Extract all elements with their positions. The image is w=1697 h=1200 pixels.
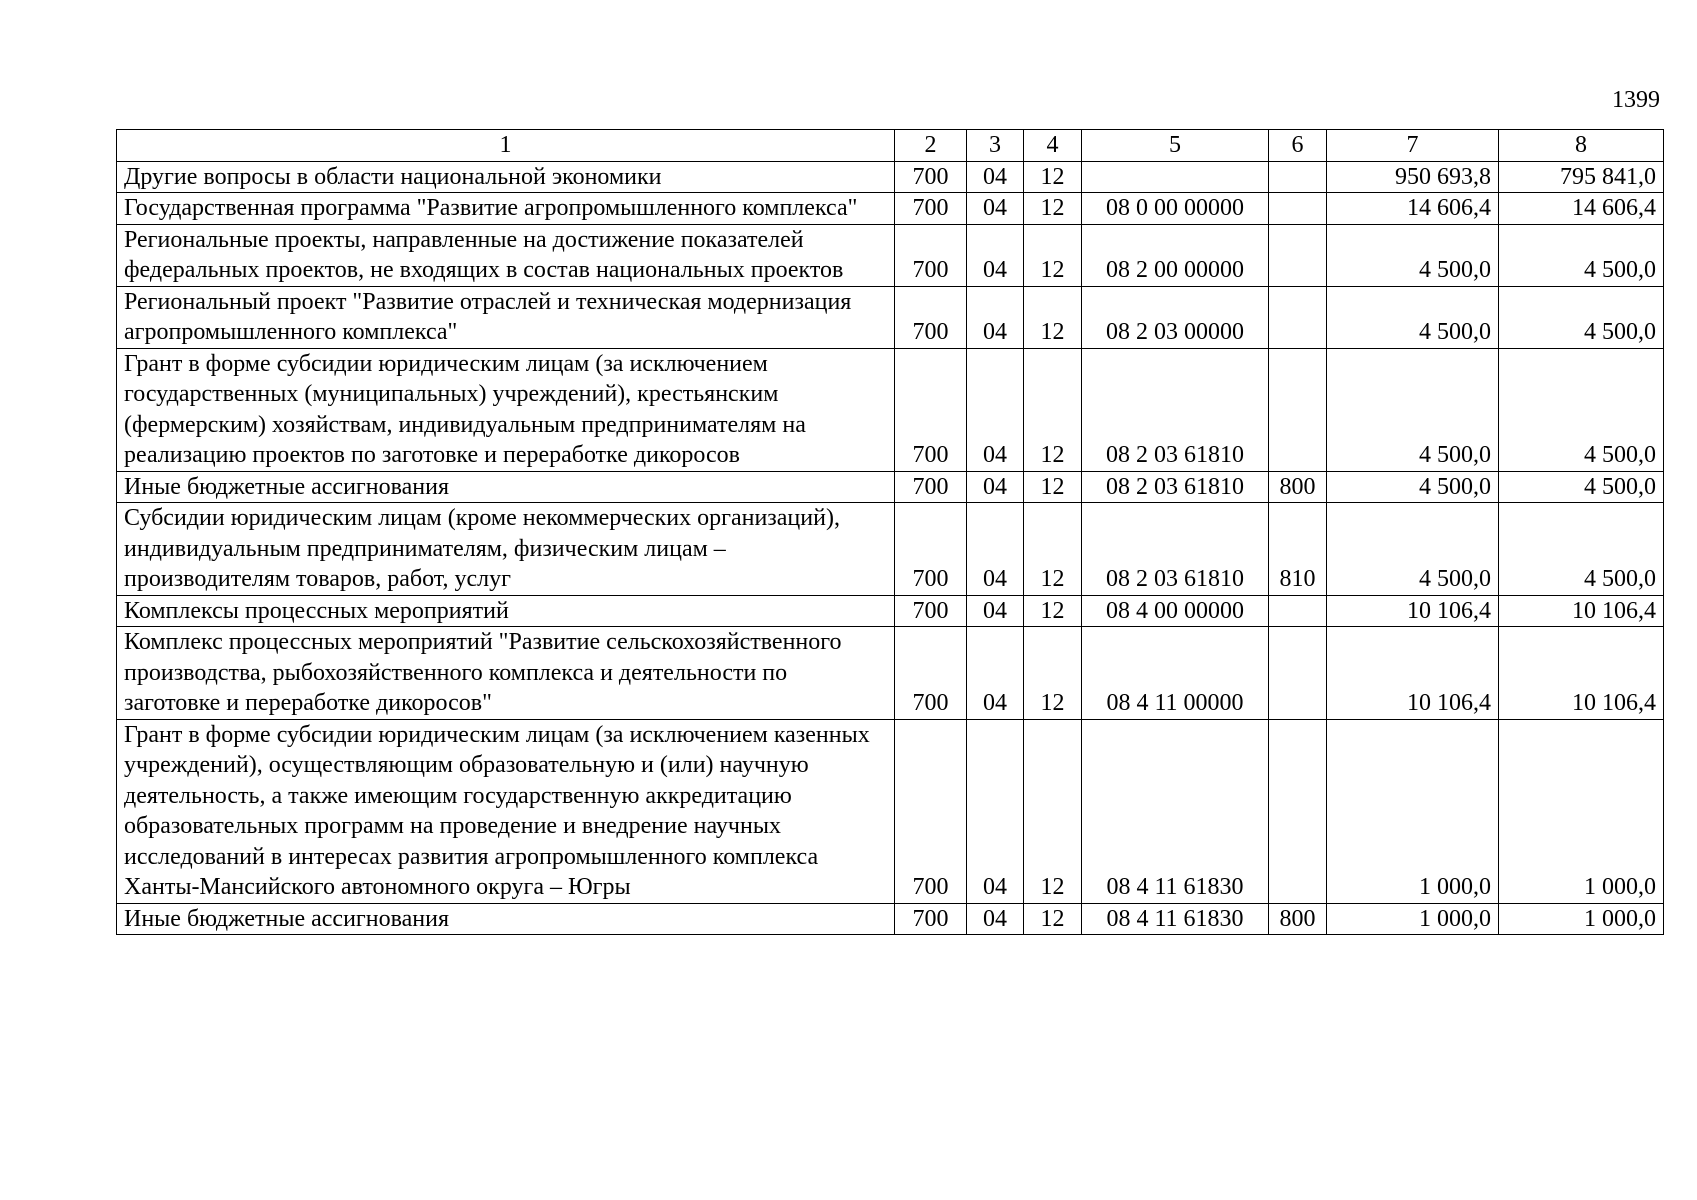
row-code-4: 12 <box>1024 224 1082 286</box>
table-row <box>117 719 1664 903</box>
row-name: Комплекс процессных мероприятий "Развитие сельскохозяйственного производства, рыбохозяйственного комплекса и деятельности по заготовке и переработке дикоросов" <box>117 627 895 720</box>
row-code-3: 04 <box>967 627 1024 720</box>
row-code-4: 12 <box>1024 503 1082 596</box>
row-value-8: 4 500,0 <box>1499 224 1664 286</box>
row-code-5: 08 2 00 00000 <box>1082 224 1269 286</box>
row-code-3: 04 <box>967 471 1024 503</box>
row-code-4: 12 <box>1024 161 1082 193</box>
row-code-2: 700 <box>895 595 967 627</box>
row-code-6 <box>1269 348 1327 471</box>
row-name: Иные бюджетные ассигнования <box>117 471 895 503</box>
row-code-3: 04 <box>967 719 1024 903</box>
row-code-3: 04 <box>967 348 1024 471</box>
column-header: 3 <box>967 130 1024 162</box>
row-code-4: 12 <box>1024 627 1082 720</box>
row-code-2: 700 <box>895 627 967 720</box>
row-code-2: 700 <box>895 348 967 471</box>
row-code-5: 08 0 00 00000 <box>1082 193 1269 225</box>
row-code-6 <box>1269 193 1327 225</box>
row-name: Региональный проект "Развитие отраслей и техническая модернизация агропромышленного комплекса" <box>117 286 895 348</box>
row-code-5: 08 4 00 00000 <box>1082 595 1269 627</box>
row-code-2: 700 <box>895 503 967 596</box>
table-row <box>117 595 1664 627</box>
page-number: 1399 <box>1612 87 1660 113</box>
row-code-6 <box>1269 627 1327 720</box>
row-value-7: 14 606,4 <box>1327 193 1499 225</box>
row-value-8: 4 500,0 <box>1499 471 1664 503</box>
row-value-8: 14 606,4 <box>1499 193 1664 225</box>
row-name: Другие вопросы в области национальной экономики <box>117 161 895 193</box>
column-header: 1 <box>117 130 895 162</box>
row-value-7: 4 500,0 <box>1327 286 1499 348</box>
row-code-3: 04 <box>967 224 1024 286</box>
row-value-8: 4 500,0 <box>1499 503 1664 596</box>
row-code-2: 700 <box>895 903 967 935</box>
row-value-7: 4 500,0 <box>1327 471 1499 503</box>
table-row <box>117 348 1664 471</box>
row-code-3: 04 <box>967 503 1024 596</box>
column-header: 2 <box>895 130 967 162</box>
row-code-2: 700 <box>895 286 967 348</box>
column-header: 8 <box>1499 130 1664 162</box>
row-code-2: 700 <box>895 224 967 286</box>
row-code-5: 08 2 03 61810 <box>1082 348 1269 471</box>
table-row <box>117 224 1664 286</box>
row-code-3: 04 <box>967 193 1024 225</box>
row-value-8: 10 106,4 <box>1499 595 1664 627</box>
row-name: Грант в форме субсидии юридическим лицам (за исключением казенных учреждений), осуществляющим образовательную и (или) научную деятельность, а также имеющим государственную аккредитацию образовательных программ на проведение и внедрение научных исследований в интересах развития агропромышленного комплекса Ханты-Мансийского автономного округа – Югры <box>117 719 895 903</box>
row-code-3: 04 <box>967 903 1024 935</box>
column-header: 5 <box>1082 130 1269 162</box>
row-code-5: 08 4 11 00000 <box>1082 627 1269 720</box>
row-code-4: 12 <box>1024 348 1082 471</box>
row-code-2: 700 <box>895 471 967 503</box>
row-code-4: 12 <box>1024 471 1082 503</box>
row-name: Государственная программа "Развитие агропромышленного комплекса" <box>117 193 895 225</box>
row-value-8: 10 106,4 <box>1499 627 1664 720</box>
table-row <box>117 903 1664 935</box>
row-value-8: 1 000,0 <box>1499 903 1664 935</box>
budget-table <box>116 129 1664 935</box>
row-code-4: 12 <box>1024 903 1082 935</box>
row-code-6 <box>1269 719 1327 903</box>
row-value-7: 1 000,0 <box>1327 903 1499 935</box>
row-value-7: 4 500,0 <box>1327 503 1499 596</box>
table-row <box>117 471 1664 503</box>
row-code-4: 12 <box>1024 719 1082 903</box>
row-code-6 <box>1269 286 1327 348</box>
table-row <box>117 503 1664 596</box>
table-row <box>117 161 1664 193</box>
row-code-6: 810 <box>1269 503 1327 596</box>
row-name: Региональные проекты, направленные на достижение показателей федеральных проектов, не входящих в состав национальных проектов <box>117 224 895 286</box>
row-name: Субсидии юридическим лицам (кроме некоммерческих организаций), индивидуальным предпринимателям, физическим лицам – производителям товаров, работ, услуг <box>117 503 895 596</box>
row-code-6 <box>1269 224 1327 286</box>
row-value-8: 4 500,0 <box>1499 348 1664 471</box>
row-value-7: 950 693,8 <box>1327 161 1499 193</box>
row-code-2: 700 <box>895 719 967 903</box>
row-value-7: 10 106,4 <box>1327 595 1499 627</box>
row-code-3: 04 <box>967 161 1024 193</box>
row-code-4: 12 <box>1024 286 1082 348</box>
row-code-6 <box>1269 161 1327 193</box>
row-code-6: 800 <box>1269 471 1327 503</box>
row-value-7: 4 500,0 <box>1327 348 1499 471</box>
row-code-5: 08 4 11 61830 <box>1082 719 1269 903</box>
row-code-2: 700 <box>895 161 967 193</box>
row-name: Грант в форме субсидии юридическим лицам (за исключением государственных (муниципальных) учреждений), крестьянским (фермерским) хозяйствам, индивидуальным предпринимателям на реализацию проектов по заготовке и переработке дикоросов <box>117 348 895 471</box>
column-header: 6 <box>1269 130 1327 162</box>
row-code-5 <box>1082 161 1269 193</box>
row-name: Комплексы процессных мероприятий <box>117 595 895 627</box>
row-code-4: 12 <box>1024 595 1082 627</box>
row-code-5: 08 2 03 61810 <box>1082 503 1269 596</box>
row-code-5: 08 4 11 61830 <box>1082 903 1269 935</box>
column-header: 4 <box>1024 130 1082 162</box>
row-value-7: 4 500,0 <box>1327 224 1499 286</box>
row-value-7: 1 000,0 <box>1327 719 1499 903</box>
row-code-6 <box>1269 595 1327 627</box>
row-code-2: 700 <box>895 193 967 225</box>
row-name: Иные бюджетные ассигнования <box>117 903 895 935</box>
row-value-8: 795 841,0 <box>1499 161 1664 193</box>
row-code-6: 800 <box>1269 903 1327 935</box>
table-row <box>117 193 1664 225</box>
table-row <box>117 627 1664 720</box>
row-code-3: 04 <box>967 286 1024 348</box>
row-code-5: 08 2 03 00000 <box>1082 286 1269 348</box>
table-header-row <box>117 130 1664 162</box>
row-code-4: 12 <box>1024 193 1082 225</box>
column-header: 7 <box>1327 130 1499 162</box>
row-code-5: 08 2 03 61810 <box>1082 471 1269 503</box>
row-code-3: 04 <box>967 595 1024 627</box>
row-value-8: 4 500,0 <box>1499 286 1664 348</box>
row-value-8: 1 000,0 <box>1499 719 1664 903</box>
row-value-7: 10 106,4 <box>1327 627 1499 720</box>
table-row <box>117 286 1664 348</box>
